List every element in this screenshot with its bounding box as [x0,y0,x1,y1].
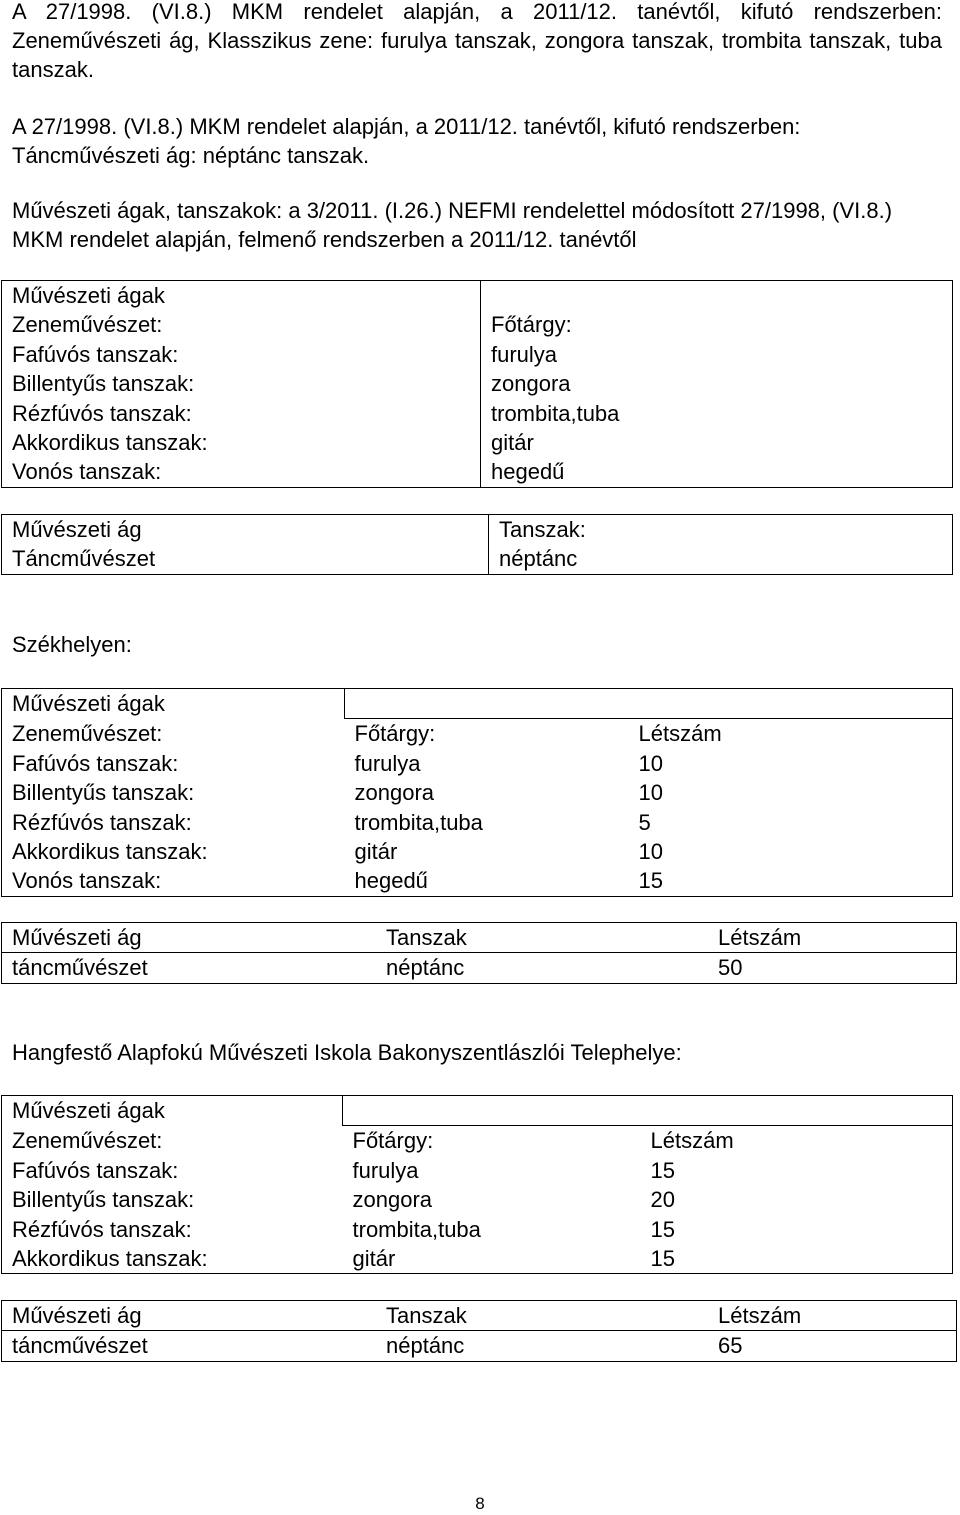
table-row [2,808,953,837]
cell [345,689,953,719]
table-row [2,1301,957,1331]
cell: hegedű [345,866,629,896]
branch-label: Vonós tanszak: [12,459,162,485]
cell: Billentyűs tanszak: [2,778,345,807]
cell: Fafúvós tanszak: [2,749,345,778]
cell: 10 [629,837,953,866]
main-subject-value: trombita,tuba [491,400,620,426]
cell: 5 [629,808,953,837]
table-row [2,1156,953,1185]
branches-header: Művészeti ágak [12,283,165,308]
cell: néptánc [376,953,708,983]
dance-department-value: néptánc [499,546,578,572]
cell: zongora [354,780,435,806]
main-subject-value: hegedű [491,459,565,485]
main-subject-header: Főtárgy: [491,312,572,338]
main-subject-value: zongora [491,371,571,397]
branches-column [2,281,481,488]
table-row [2,778,953,807]
table-row [2,953,957,983]
cell: zongora [352,1187,433,1213]
cell [343,1096,953,1126]
cell: trombita,tuba [354,809,483,835]
cell: Tanszak [376,923,708,953]
cell: Létszám [708,923,957,953]
cell: Fafúvós tanszak: [2,1156,343,1185]
cell: 20 [641,1185,953,1214]
intro-paragraph-2: A 27/1998. (VI.8.) MKM rendelet alapján, a 2011/12. tanévtől, kifutó rendszerben: Táncművészeti ág: néptánc tanszak. [12,114,801,168]
cell: Művészeti ág [2,1301,377,1331]
dance-branch-header: Művészeti ág [12,517,142,542]
dance-branch-value: Táncművészet [12,546,156,572]
table-row [2,719,953,749]
branch-label: Akkordikus tanszak: [12,429,208,455]
site-dance-table [1,1300,957,1362]
cell: Létszám [708,1301,957,1331]
branch-label: Zeneművészet: [12,312,163,338]
table-row [2,923,957,953]
cell: 15 [641,1215,953,1244]
table-row [2,1244,953,1274]
cell: Billentyűs tanszak: [2,1185,343,1214]
cell: 15 [629,866,953,896]
cell: Zeneművészet: [2,719,345,749]
seat-heading: Székhelyen: [12,632,132,657]
cell: gitár [354,839,398,865]
dance-branch-table [1,514,953,575]
cell: táncművészet [2,953,377,983]
cell: néptánc [376,1331,708,1361]
cell: furulya [354,750,421,776]
main-subject-empty [491,281,952,310]
main-subject-value: gitár [491,429,534,455]
cell: Főtárgy: [352,1128,434,1154]
page-number: 8 [475,1494,485,1513]
dance-department-column [489,515,953,575]
intro-paragraph-3: Művészeti ágak, tanszakok: a 3/2011. (I.26.) NEFMI rendelettel módosított 27/1998, (VI.8.) MKM rendelet alapján, felmenő rendszerben a 2011/12. tanévtől [12,198,893,252]
cell: Művészeti ágak [2,689,345,719]
art-branches-table [1,280,953,488]
table-row [2,1215,953,1244]
cell: táncművészet [2,1331,377,1361]
seat-music-table [1,688,953,897]
cell: Létszám [641,1126,953,1156]
seat-dance-table [1,922,957,984]
cell: 15 [641,1156,953,1185]
cell: gitár [343,1244,641,1274]
cell: 65 [708,1331,957,1361]
table-row [2,689,953,719]
site-music-table [1,1095,953,1274]
table-row [2,749,953,778]
cell: Létszám [629,719,953,749]
main-subject-column [481,281,953,488]
site-heading: Hangfestő Alapfokú Művészeti Iskola Bakonyszentlászlói Telephelye: [12,1040,682,1065]
cell: Rézfúvós tanszak: [2,1215,343,1244]
branch-label: Fafúvós tanszak: [12,341,179,367]
cell: furulya [352,1157,419,1183]
cell: Főtárgy: [354,721,436,747]
cell: trombita,tuba [352,1216,481,1242]
cell: Zeneművészet: [2,1126,343,1156]
cell: Akkordikus tanszak: [2,837,345,866]
cell: Művészeti ágak [2,1096,343,1126]
dance-branch-column [2,515,489,575]
cell: 10 [629,778,953,807]
intro-paragraph-1: A 27/1998. (VI.8.) MKM rendelet alapján, a 2011/12. tanévtől, kifutó rendszerben: Zeneművészeti ág, Klasszikus zene: furulya tanszak, zongora tanszak, trombita tanszak, tuba tanszak. [12,0,942,82]
table-row [2,1331,957,1361]
dance-department-header: Tanszak: [499,517,586,542]
table-row [2,1185,953,1214]
table-row [2,1126,953,1156]
table-row [2,866,953,896]
cell: 15 [641,1244,953,1274]
cell: Tanszak [376,1301,708,1331]
table-row [2,1096,953,1126]
cell: Vonós tanszak: [2,866,345,896]
branch-label: Billentyűs tanszak: [12,371,195,397]
cell: 10 [629,749,953,778]
branch-label: Rézfúvós tanszak: [12,400,192,426]
cell: Művészeti ág [2,923,377,953]
main-subject-value: furulya [491,341,558,367]
cell: Rézfúvós tanszak: [2,808,345,837]
table-row [2,837,953,866]
cell: 50 [708,953,957,983]
cell: Akkordikus tanszak: [2,1244,343,1274]
